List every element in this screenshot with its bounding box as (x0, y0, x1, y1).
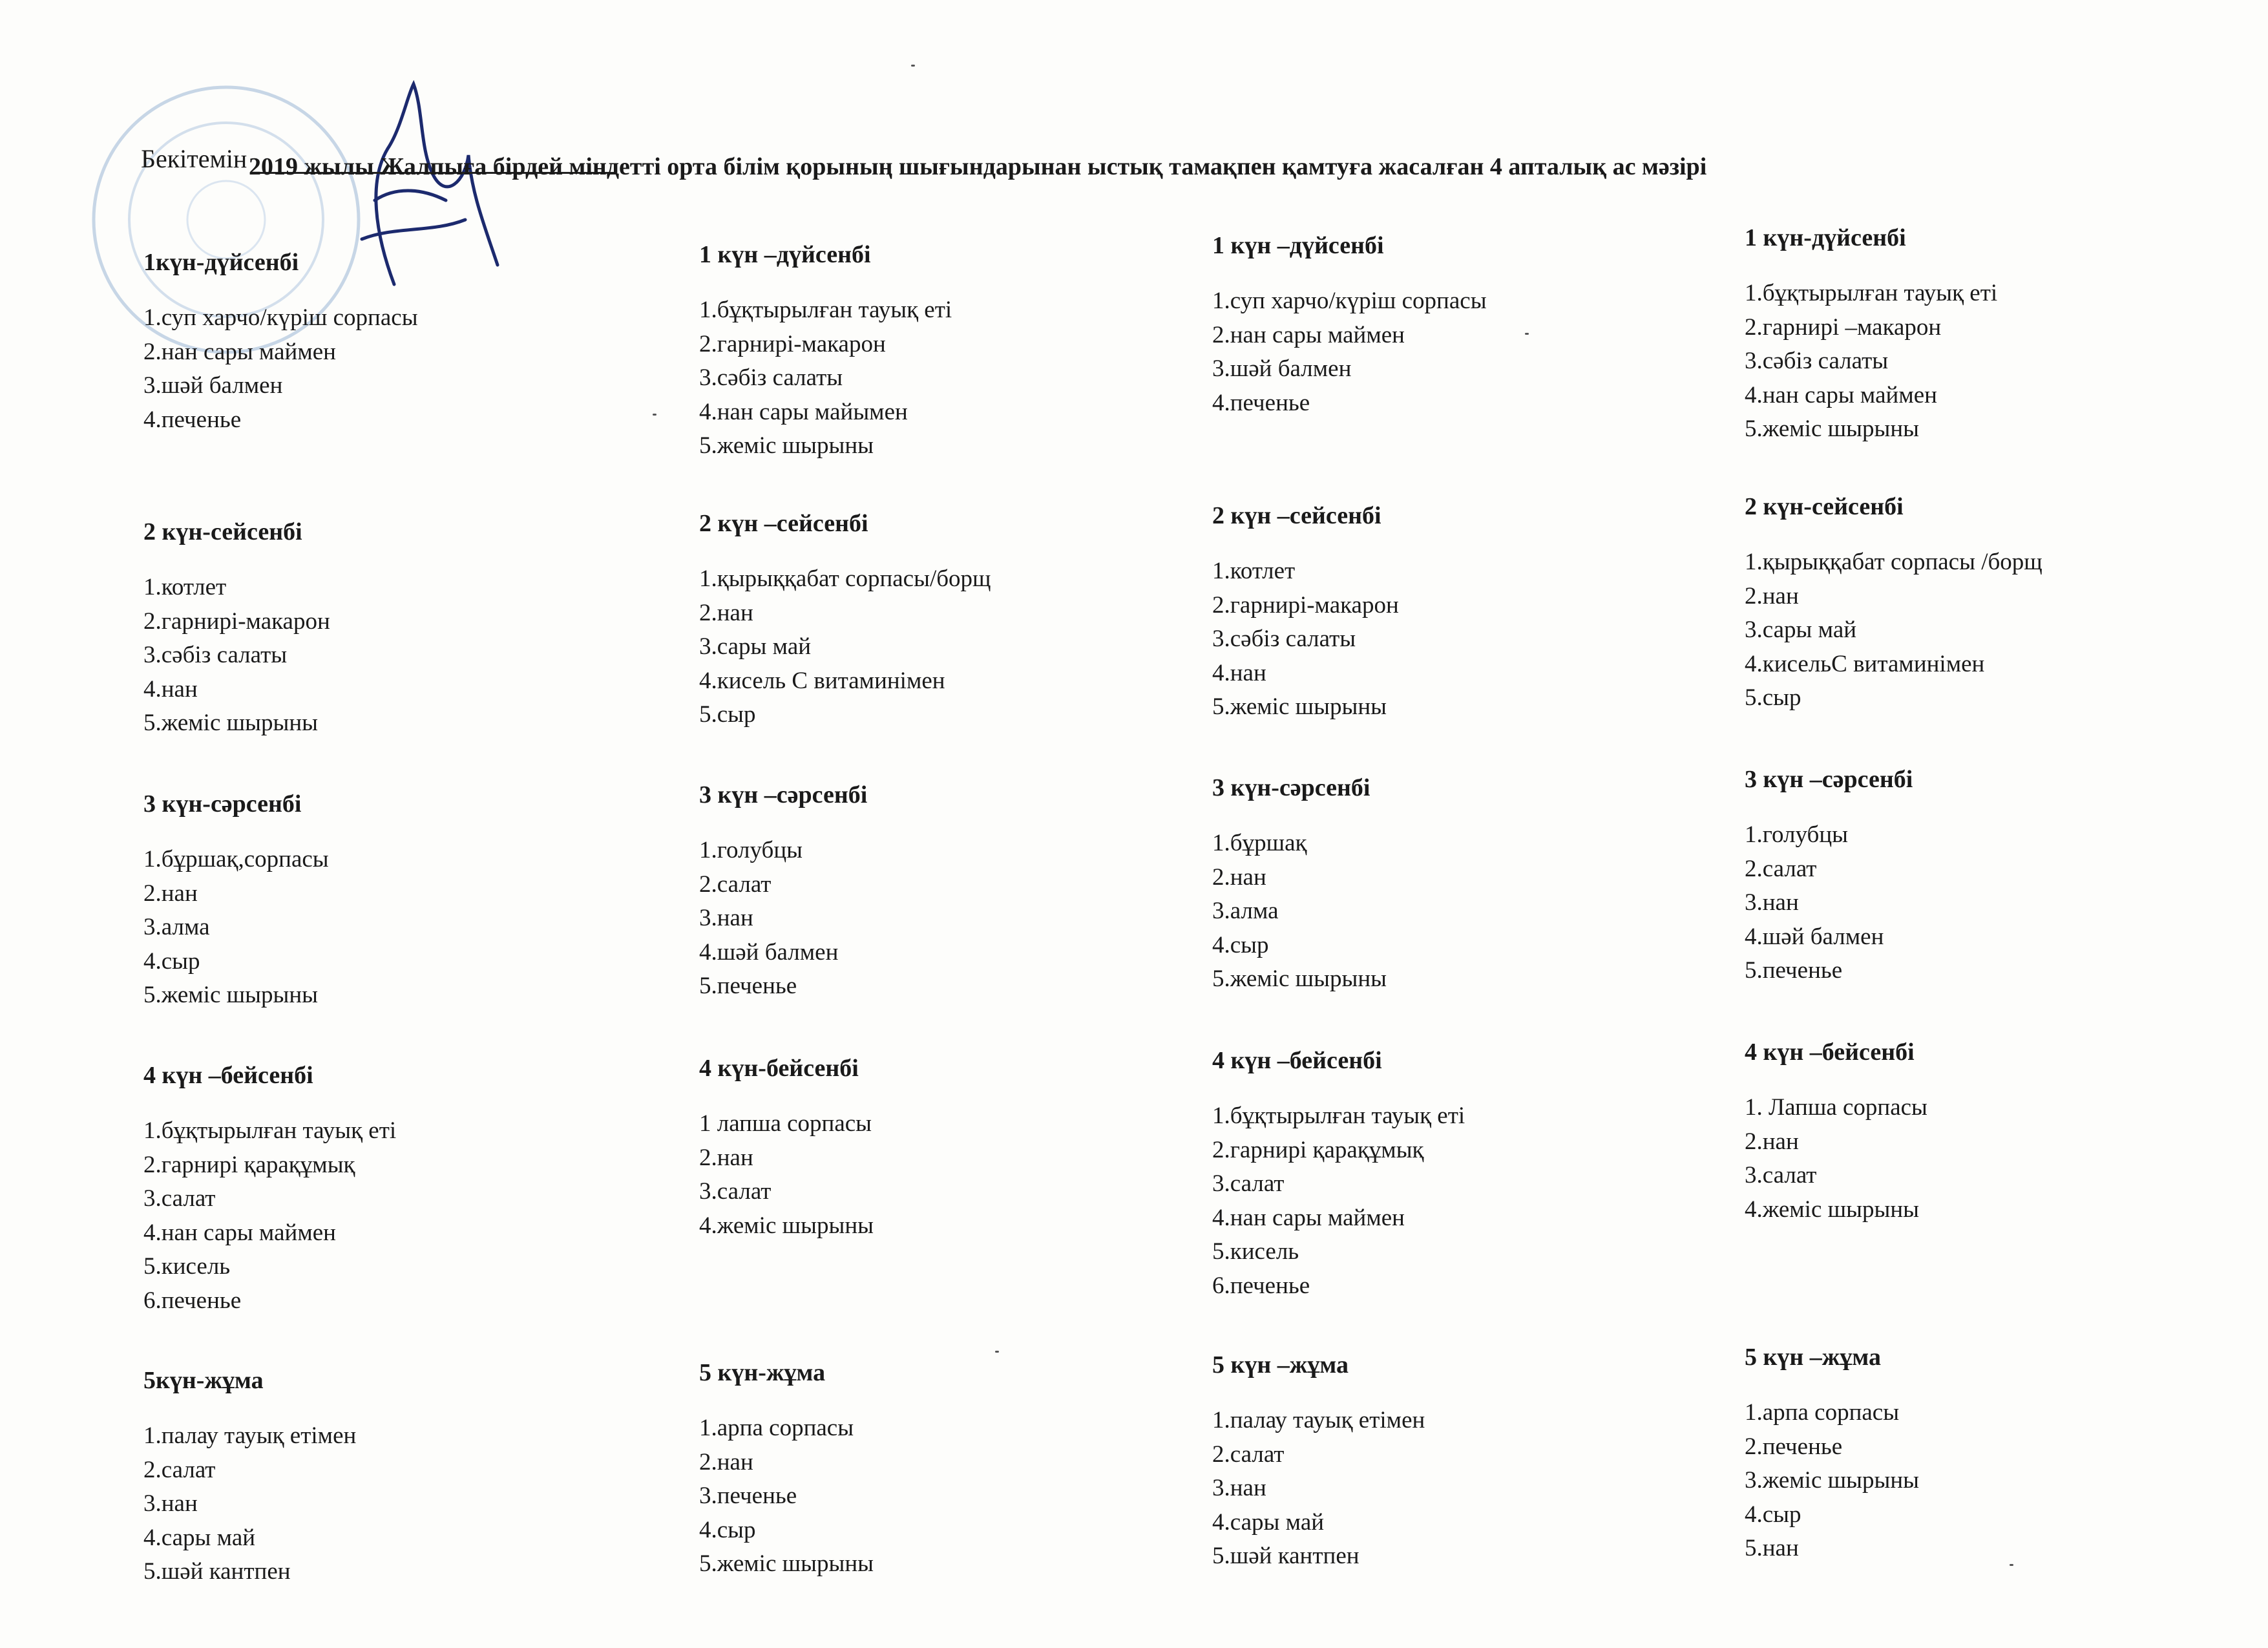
day-menu-list (143, 301, 635, 437)
day-menu-list (1745, 1396, 2236, 1566)
menu-item: 3.сәбіз салаты (699, 364, 843, 391)
day-block (1745, 1340, 2236, 1566)
menu-item: 1.голубцы (699, 837, 803, 863)
menu-item: 1.бұқтырылған тауық еті (143, 1117, 397, 1144)
week-column-4 (1745, 0, 2236, 1648)
menu-item: 4.нан (1212, 659, 1266, 686)
menu-item: 3.сәбіз салаты (1212, 626, 1356, 652)
day-block (143, 787, 635, 1013)
menu-item: 3.шәй балмен (1212, 355, 1352, 382)
day-title: 4 күн –бейсенбі (143, 1062, 313, 1089)
menu-item: 1.бұршақ,сорпасы (143, 846, 329, 872)
menu-item: 2.салат (143, 1456, 216, 1483)
menu-item: 2.гарнирі –макарон (1745, 313, 1942, 341)
menu-item: 2.салат (1745, 855, 1817, 882)
menu-item: 4.сыр (1212, 931, 1269, 958)
day-title: 1күн-дүйсенбі (143, 249, 299, 276)
menu-item: 1.арпа сорпасы (699, 1415, 854, 1441)
menu-item: 3.сәбіз салаты (143, 642, 288, 668)
document-title: 2019 жылы Жалпыға бірдей міндетті орта білім қорының шығындарынан ыстық тамақпен қамтуға жасалған 4 апталық ас мәзірі (249, 153, 1707, 180)
day-title: 5 күн-жұма (699, 1359, 826, 1386)
menu-item: 3.салат (1212, 1170, 1285, 1197)
menu-item: 6.печенье (143, 1287, 242, 1314)
scan-speck (995, 1351, 999, 1353)
menu-item: 4.шәй балмен (1745, 923, 1884, 950)
menu-item: 4.кисельС витаминімен (1745, 650, 1985, 677)
menu-item: 2.нан (1745, 1128, 1799, 1155)
menu-item: 5.сыр (699, 701, 756, 728)
scan-speck (653, 414, 656, 416)
menu-item: 5.кисель (143, 1253, 231, 1280)
day-title: 5 күн –жұма (1745, 1344, 1881, 1371)
menu-item: 1. Лапша сорпасы (1745, 1094, 1927, 1121)
menu-item: 2.салат (1212, 1441, 1285, 1468)
scan-speck (1525, 333, 1529, 335)
menu-item: 5.кисель (1212, 1238, 1299, 1265)
menu-item: 1.палау тауық етімен (1212, 1407, 1425, 1433)
menu-item: 5.печенье (1745, 957, 1843, 984)
menu-item: 5.жеміс шырыны (699, 1550, 874, 1577)
menu-item: 4.сары май (143, 1524, 256, 1551)
menu-item: 2.нан сары маймен (1212, 321, 1405, 348)
day-block (143, 1364, 635, 1589)
day-title: 3 күн –сәрсенбі (699, 781, 868, 808)
day-block (1212, 771, 1703, 997)
menu-item: 4.нан сары майымен (699, 398, 908, 425)
day-block (699, 238, 1190, 463)
day-block (143, 515, 635, 741)
menu-item: 2.нан (699, 599, 753, 626)
day-menu-list (143, 843, 635, 1013)
day-title: 2 күн-сейсенбі (143, 518, 302, 545)
menu-item: 5.жеміс шырыны (143, 710, 318, 736)
day-block (1212, 229, 1703, 420)
day-title: 1 күн –дүйсенбі (1212, 232, 1384, 259)
scan-speck (911, 65, 915, 67)
menu-item: 5.жеміс шырыны (1212, 693, 1387, 720)
menu-item: 3.сары май (699, 633, 812, 660)
menu-item: 1.голубцы (1745, 821, 1848, 848)
menu-item: 2.салат (699, 871, 772, 898)
menu-item: 3.нан (1745, 889, 1799, 916)
menu-item: 1 лапша сорпасы (699, 1110, 872, 1137)
menu-item: 2.нан (699, 1448, 753, 1475)
menu-item: 4.нан сары маймен (1745, 381, 1937, 408)
day-block (143, 246, 635, 437)
menu-item: 3.нан (1212, 1475, 1266, 1501)
day-title: 1 күн –дүйсенбі (699, 241, 871, 268)
menu-item: 2.нан (1745, 582, 1799, 609)
menu-item: 1.котлет (143, 574, 227, 600)
day-menu-list (699, 834, 1190, 1004)
menu-item: 3.салат (699, 1178, 772, 1205)
menu-item: 3.салат (143, 1185, 216, 1212)
menu-item: 3.салат (1745, 1162, 1817, 1188)
day-block (699, 507, 1190, 732)
menu-item: 4.сыр (143, 947, 200, 975)
menu-item: 3.нан (143, 1490, 198, 1517)
menu-item: 5.шәй кантпен (143, 1558, 291, 1585)
day-title: 1 күн-дүйсенбі (1745, 224, 1906, 251)
day-title: 3 күн –сәрсенбі (1745, 766, 1913, 793)
menu-item: 3.шәй балмен (143, 372, 283, 399)
menu-item: 4.сары май (1212, 1508, 1325, 1536)
day-block (1745, 1035, 2236, 1227)
menu-item: 3.нан (699, 905, 753, 931)
menu-item: 4.печенье (143, 406, 242, 433)
menu-item: 1.бұқтырылған тауық еті (699, 297, 952, 323)
day-block (1745, 490, 2236, 715)
day-menu-list (699, 1107, 1190, 1243)
menu-item: 3.печенье (699, 1483, 797, 1509)
day-menu-list (699, 1411, 1190, 1581)
day-title: 4 күн –бейсенбі (1745, 1039, 1915, 1066)
day-block (143, 1059, 635, 1318)
day-title: 4 күн –бейсенбі (1212, 1047, 1382, 1074)
menu-item: 2.гарнирі-макарон (1212, 591, 1399, 618)
menu-item: 4.нан сары маймен (143, 1219, 336, 1246)
menu-item: 5.сыр (1745, 684, 1801, 711)
menu-item: 4.кисель С витаминімен (699, 667, 945, 694)
menu-item: 3.сары май (1745, 617, 1857, 643)
menu-item: 1.суп харчо/күріш сорпасы (1212, 288, 1487, 314)
day-menu-list (1745, 277, 2236, 447)
scan-speck (2010, 1564, 2013, 1566)
menu-item: 3.сәбіз салаты (1745, 348, 1889, 374)
day-block (699, 778, 1190, 1004)
menu-item: 1.палау тауық етімен (143, 1422, 357, 1449)
day-block (1212, 1044, 1703, 1303)
menu-item: 5.жеміс шырыны (1212, 966, 1387, 992)
menu-item: 2.нан (1212, 863, 1266, 891)
menu-item: 1.арпа сорпасы (1745, 1399, 1900, 1426)
menu-item: 5.жеміс шырыны (1745, 416, 1919, 442)
week-column-3 (1212, 0, 1703, 1648)
day-block (1745, 221, 2236, 447)
menu-item: 5.печенье (699, 973, 797, 999)
day-title: 5 күн –жұма (1212, 1351, 1349, 1379)
day-block (699, 1051, 1190, 1243)
day-block (1212, 1348, 1703, 1574)
day-title: 3 күн-сәрсенбі (143, 790, 302, 818)
day-menu-list (699, 293, 1190, 463)
menu-item: 4.сыр (1745, 1501, 1801, 1528)
menu-item: 4.нан сары маймен (1212, 1204, 1405, 1231)
menu-item: 2.гарнирі қарақұмық (1212, 1136, 1424, 1163)
menu-item: 1.қырыққабат сорпасы/борщ (699, 565, 991, 592)
day-title: 2 күн-сейсенбі (1745, 493, 1904, 520)
menu-item: 1.котлет (1212, 558, 1296, 584)
menu-item: 4.нан (143, 675, 198, 703)
day-title: 3 күн-сәрсенбі (1212, 774, 1370, 801)
day-menu-list (143, 1419, 635, 1589)
menu-item: 2.гарнирі-макарон (143, 607, 330, 635)
week-column-1 (143, 0, 635, 1648)
menu-item: 2.нан (699, 1144, 753, 1171)
menu-item: 2.гарнирі-макарон (699, 330, 886, 357)
menu-item: 4.сыр (699, 1516, 756, 1543)
approve-label: Бекітемін (141, 144, 247, 173)
menu-item: 1.бұқтырылған тауық еті (1745, 280, 1998, 306)
menu-item: 1.бұршақ (1212, 830, 1307, 856)
menu-item: 3.алма (143, 914, 210, 940)
menu-item: 4.жеміс шырыны (699, 1212, 874, 1239)
menu-item: 4.шәй балмен (699, 938, 839, 966)
day-title: 4 күн-бейсенбі (699, 1055, 859, 1082)
day-block (1745, 763, 2236, 988)
week-column-2 (699, 0, 1190, 1648)
day-menu-list (1745, 545, 2236, 715)
day-menu-list (1212, 555, 1703, 724)
menu-item: 1.бұқтырылған тауық еті (1212, 1103, 1465, 1129)
menu-item: 3.жеміс шырыны (1745, 1467, 1919, 1494)
menu-item: 1.қырыққабат сорпасы /борщ (1745, 549, 2042, 575)
menu-item: 2.нан сары маймен (143, 338, 336, 365)
day-title: 2 күн –сейсенбі (1212, 502, 1381, 529)
day-block (699, 1356, 1190, 1581)
menu-item: 2.нан (143, 880, 198, 907)
day-menu-list (1212, 827, 1703, 997)
menu-item: 5.жеміс шырыны (699, 432, 874, 459)
menu-item: 5.шәй кантпен (1212, 1543, 1360, 1569)
menu-item: 1.суп харчо/күріш сорпасы (143, 304, 418, 331)
day-menu-list (143, 1114, 635, 1318)
menu-item: 5.жеміс шырыны (143, 982, 318, 1008)
day-menu-list (1212, 1404, 1703, 1574)
day-menu-list (1745, 818, 2236, 988)
day-block (1212, 499, 1703, 724)
day-menu-list (1212, 1099, 1703, 1303)
day-menu-list (1212, 284, 1703, 420)
day-title: 5күн-жұма (143, 1367, 264, 1394)
day-menu-list (699, 562, 1190, 732)
day-menu-list (1745, 1091, 2236, 1227)
menu-item: 4.печенье (1212, 389, 1310, 416)
menu-item: 2.гарнирі қарақұмық (143, 1151, 355, 1178)
menu-item: 6.печенье (1212, 1272, 1310, 1299)
menu-item: 2.печенье (1745, 1433, 1843, 1460)
menu-item: 4.жеміс шырыны (1745, 1196, 1919, 1223)
day-menu-list (143, 571, 635, 741)
menu-item: 3.алма (1212, 898, 1279, 924)
menu-item: 5.нан (1745, 1535, 1799, 1561)
day-title: 2 күн –сейсенбі (699, 510, 868, 537)
